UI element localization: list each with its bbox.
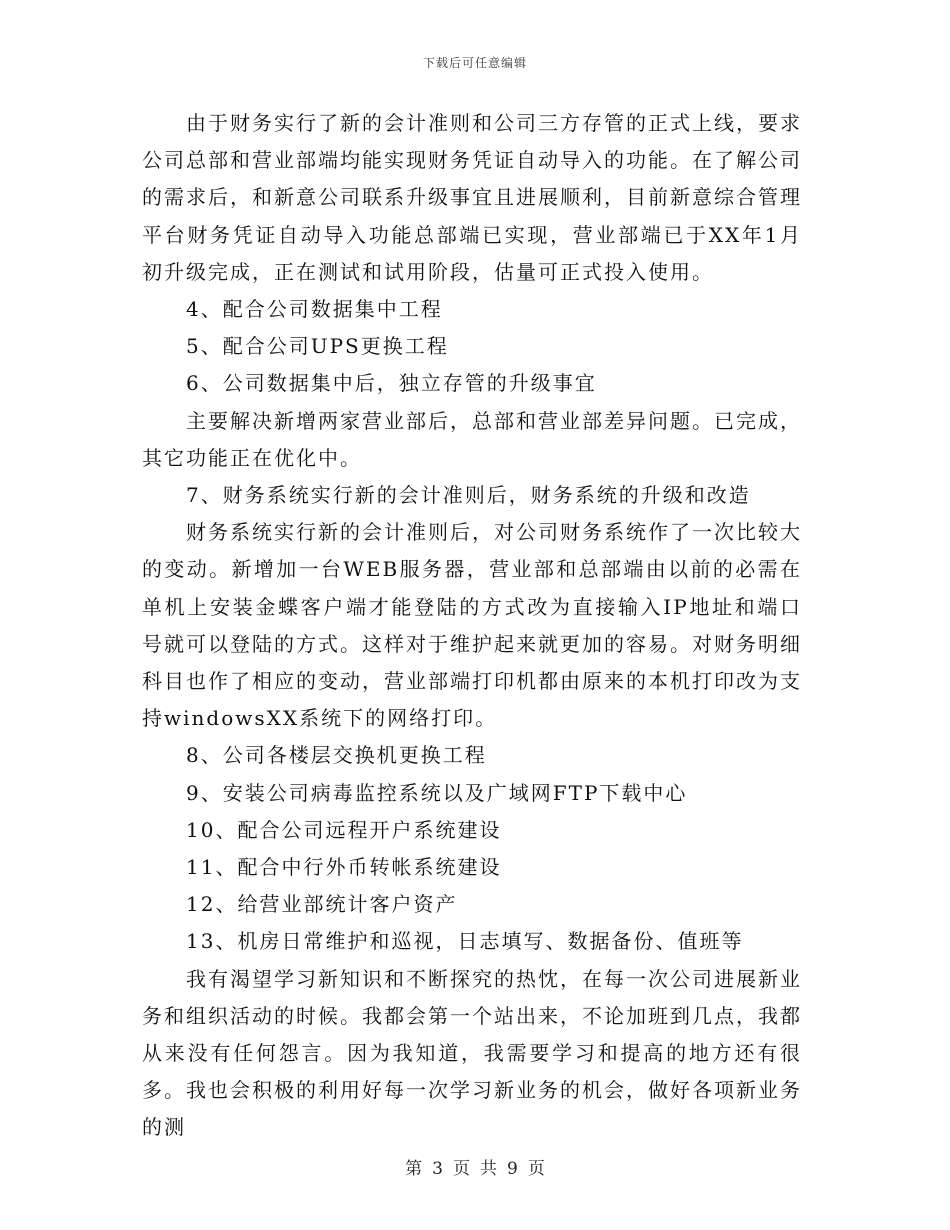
footer-page-word: 页 <box>453 1159 470 1179</box>
footer-suffix: 页 <box>527 1159 545 1179</box>
footer-current-page: 3 <box>432 1159 443 1179</box>
page-footer <box>0 1154 950 1179</box>
list-item: 7、财务系统实行新的会计准则后，财务系统的升级和改造 <box>186 483 751 508</box>
paragraph: 主要解决新增两家营业部后，总部和营业部差异问题。已完成，其它功能正在优化中。 <box>142 408 802 470</box>
list-item: 8、公司各楼层交换机更换工程 <box>186 743 487 768</box>
paragraph: 由于财务实行了新的会计准则和公司三方存管的正式上线，要求公司总部和营业部端均能实现财务凭证自动导入的功能。在了解公司的需求后，和新意公司联系升级事宜且进展顺利，目前新意综合管理平台财务凭证自动导入功能总部端已实现，营业部端已于XX年1月初升级完成，正在测试和试用阶段，估量可正式投入使用。 <box>142 111 802 284</box>
list-item: 11、配合中行外币转帐系统建设 <box>186 855 502 880</box>
list-item: 5、配合公司UPS更换工程 <box>186 334 449 359</box>
list-item: 9、安装公司病毒监控系统以及广域网FTP下载中心 <box>186 780 688 805</box>
document-body <box>142 105 802 1147</box>
page-header: 下载后可任意编辑 <box>422 56 527 70</box>
list-item: 6、公司数据集中后，独立存管的升级事宜 <box>186 371 597 396</box>
footer-total-pages: 9 <box>507 1159 518 1179</box>
footer-total-word: 共 <box>480 1159 497 1179</box>
paragraph: 我有渴望学习新知识和不断探究的热忱，在每一次公司进展新业务和组织活动的时候。我都会第一个站出来，不论加班到几点，我都从来没有任何怨言。因为我知道，我需要学习和提高的地方还有很多。我也会积极的利用好每一次学习新业务的机会，做好各项新业务的测 <box>142 966 802 1140</box>
paragraph: 财务系统实行新的会计准则后，对公司财务系统作了一次比较大的变动。新增加一台WEB服务器，营业部和总部端由以前的必需在单机上安装金蝶客户端才能登陆的方式改为直接输入IP地址和端口号就可以登陆的方式。这样对于维护起来就更加的容易。对财务明细科目也作了相应的变动，营业部端打印机都由原来的本机打印改为支持windowsXX系统下的网络打印。 <box>142 520 802 731</box>
list-item: 13、机房日常维护和巡视，日志填写、数据备份、值班等 <box>186 929 744 954</box>
list-item: 10、配合公司远程开户系统建设 <box>186 817 502 842</box>
footer-prefix: 第 <box>405 1159 423 1179</box>
list-item: 4、配合公司数据集中工程 <box>186 297 443 322</box>
list-item: 12、给营业部统计客户资产 <box>186 892 458 917</box>
